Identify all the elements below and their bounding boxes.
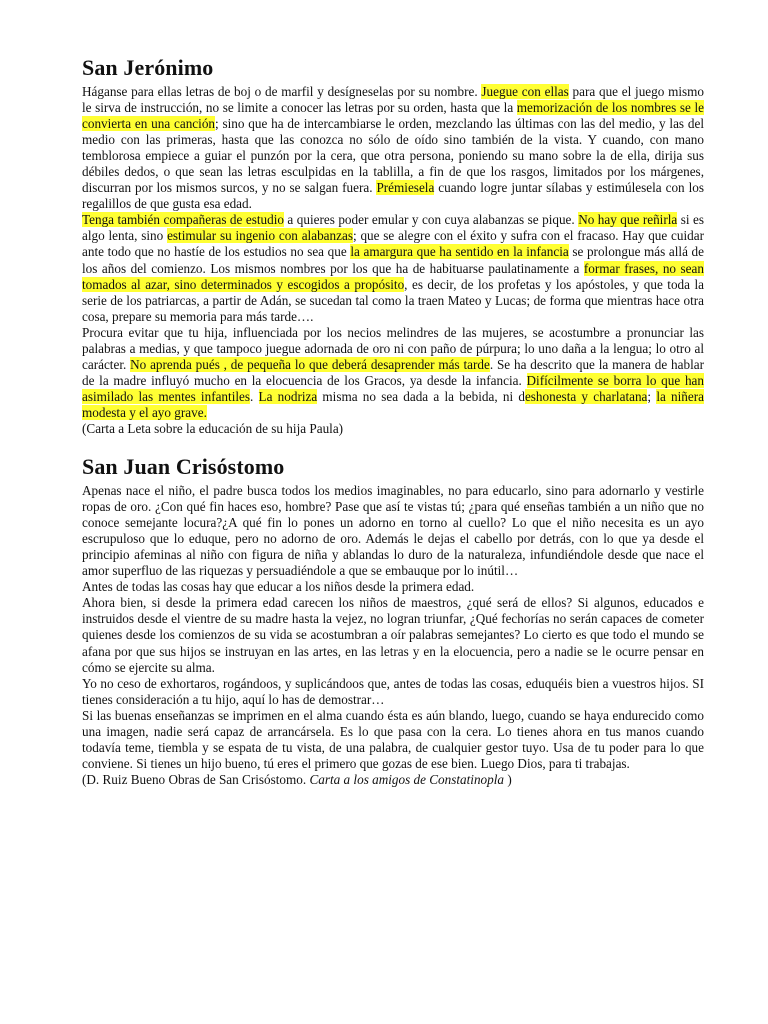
text-run: (Carta a Leta sobre la educación de su hija Paula): [82, 420, 344, 436]
text-run: (D. Ruiz Bueno Obras de San Crisóstomo.: [82, 771, 310, 787]
paragraph: [82, 84, 704, 212]
highlighted-text: la niñera modesta y el ayo grave.: [82, 388, 704, 420]
text-run: Yo no ceso de exhortaros, rogándoos, y suplicándoos que, antes de todas las cosas, eduquéis bien a vuestros hijos. SI tienes consideración a tu hijo, aquí lo has de demostrar…: [82, 675, 704, 707]
text-run: Ahora bien, si desde la primera edad carecen los niños de maestros, ¿qué será de ellos? Si algunos, educados e instruidos desde el vientre de su madre hasta la vejez, no logran triunfar, ¿Qué fechorías no serán capaces de cometer quienes desde los comienzos de su vida se acostumbran a oír palabras semejantes? Lo cierto es que todo el mundo se afana por que sus hijos se instruyan en las artes, en las letras y en la elocuencia, pero a nadie se le ocurre pensar en cómo se ejercite su alma.: [82, 595, 704, 675]
text-run: Apenas nace el niño, el padre busca todos los medios imaginables, no para educarlo, sino para adornarlo y vestirle ropas de oro. ¿Con qué fin haces eso, hombre? Pase que así te vistas tú; ¿para qué enseñas también a un niño que no conoce semejante locura?¿A qué fin lo pones un adorno en torno al cuello? Lo que el niño necesita es un ayo escrupuloso que lo eduque, pero no adorno de oro. Además le dejas el cabello por detrás, con lo que ya desde el principio afeminas al niño con figura de niña y ablandas lo duro de la naturaleza, infundiéndole desde que nace el amor superfluo de las riquezas y persuadiéndole a que se embauque por lo inútil…: [82, 483, 704, 579]
paragraph: [82, 421, 704, 437]
highlighted-text: estimular su ingenio con alabanzas: [167, 228, 353, 244]
highlighted-text: Tenga también compañeras de estudio: [82, 212, 284, 228]
text-run: se prolongue más allá de los años del comienzo. Los mismos nombres por los que ha de habituarse paulatinamente a: [82, 244, 704, 276]
paragraph: [82, 579, 704, 595]
paragraph: [82, 483, 704, 579]
highlighted-text: Juegue con ellas: [481, 84, 569, 99]
section-body-san-juan-crisostomo: [82, 483, 704, 788]
text-run: cuando logre juntar sílabas y estimúlesela con los regalillos de que gusta esa edad.: [82, 180, 704, 212]
highlighted-text: Difícilmente se borra lo que han asimilado las mentes infantiles: [82, 372, 704, 404]
text-run: .: [250, 388, 259, 404]
text-run: Si las buenas enseñanzas se imprimen en el alma cuando ésta es aún blando, luego, cuando se haya endurecido como una imagen, nadie será capaz de arrancársela. Es lo que pasa con la cera. Lo tienes ahora en tus manos cuando todavía teme, tiembla y se espata de tu vista, de una palabra, de cualquier gestor tuyo. Usa de tu poder para lo que conviene. Si tienes un hijo bueno, tú eres el primero que gozas de ese bien. Luego Dios, para ti trabajas.: [82, 707, 704, 771]
section-title-san-jeronimo: San Jerónimo: [82, 55, 214, 80]
italic-text: Carta a los amigos de Constatinopla: [309, 771, 505, 787]
highlighted-text: No hay que reñirla: [578, 212, 678, 228]
text-run: Háganse para ellas letras de boj o de marfil y desígneselas por su nombre.: [82, 84, 482, 99]
text-run: ; sino que ha de intercambiarse le orden, mezclando las últimas con las del medio, y las del medio con las primeras, hasta que las conozca no sólo de oído sino también de la vista. Y cuando, con mano temblorosa empiece a guiar el punzón por la cera, que otra persona, poniendo su mano sobre la de ella, dirija sus débiles dedos, o que sean las letras esculpidas en la tablilla, a fin de que los rasgos, limitados por los márgenes, discurran por los mismos surcos, y no se salgan fuera.: [82, 116, 704, 196]
text-run: para que el juego mismo le sirva de instrucción, no se limite a conocer las letras por su orden, hasta que la: [82, 84, 705, 116]
paragraph: [82, 325, 704, 421]
highlighted-text: No aprenda pués , de pequeña lo que deberá desaprender más tarde: [130, 356, 490, 372]
text-run: ; que se alegre con el éxito y sufra con el fracaso. Hay que cuidar ante todo que no hastíe de los estudios no sea que: [82, 228, 704, 260]
paragraph: [82, 212, 704, 324]
highlighted-text: memorización de los nombres se le convierta en una canción: [82, 100, 704, 132]
highlighted-text: la amargura que ha sentido en la infancia: [350, 244, 569, 260]
text-run: . Se ha descrito que la manera de hablar de la madre influyó mucho en la elocuencia de los Gracos, ya desde la infancia.: [82, 356, 704, 388]
paragraph: [82, 676, 704, 708]
text-run: misma no sea dada a la bebida, ni d: [317, 388, 525, 404]
highlighted-text: formar frases, no sean tomados al azar, sino determinados y escogidos a propósito: [82, 260, 704, 292]
text-run: a quieres poder emular y con cuya alabanzas se pique.: [283, 212, 579, 228]
section-body-san-jeronimo: [82, 84, 704, 437]
text-run: , es decir, de los profetas y los apóstoles, y que toda la serie de los patriarcas, a partir de Adán, se sucedan tal como la traen Mateo y Lucas; de forma que mientras hace otra cosa, prepare su memoria para más tarde….: [82, 276, 705, 324]
document-page: [82, 54, 704, 788]
text-run: ;: [647, 388, 657, 404]
highlighted-text: Prémiesela: [376, 180, 435, 196]
highlighted-text: eshonesta y charlatana: [524, 388, 648, 404]
text-run: Antes de todas las cosas hay que educar a los niños desde la primera edad.: [82, 579, 475, 595]
text-run: Procura evitar que tu hija, influenciada por los necios melindres de las mujeres, se acostumbre a pronunciar las palabras a medias, y que tampoco juegue adornada de oro ni con paño de púrpura; lo uno daña a la lengua; lo otro al carácter.: [82, 324, 704, 372]
highlighted-text: La nodriza: [258, 388, 318, 404]
paragraph: [82, 595, 704, 675]
paragraph: [82, 708, 704, 772]
text-run: ): [504, 771, 512, 787]
section-title-san-juan-crisostomo: San Juan Crisóstomo: [82, 454, 285, 480]
text-run: si es algo lenta, sino: [82, 212, 704, 244]
paragraph: [82, 772, 704, 788]
